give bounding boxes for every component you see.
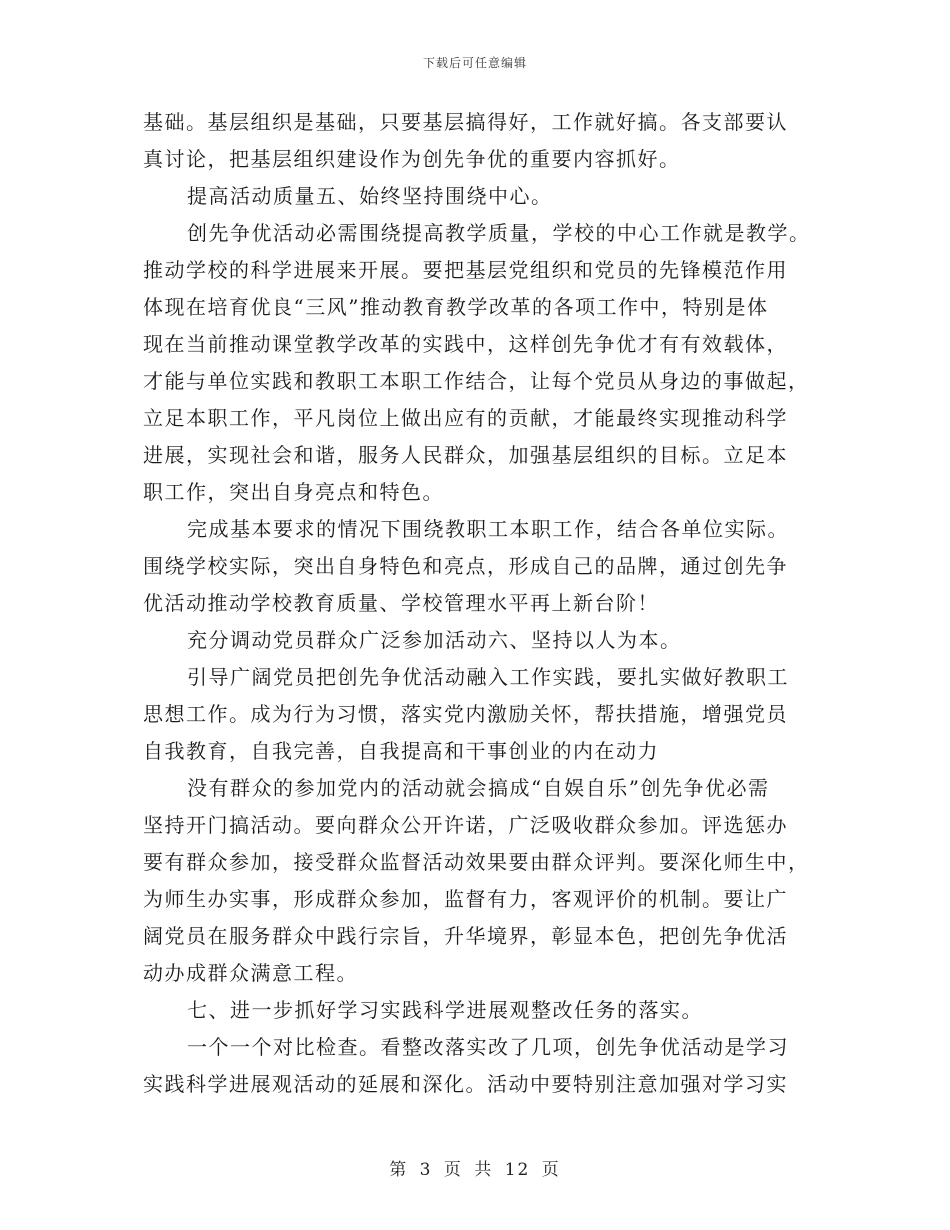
text-line: 体现在培育优良“三风”推动教育教学改革的各项工作中，特别是体: [143, 295, 769, 319]
text-line: 自我教育，自我完善，自我提高和干事创业的内在动力: [143, 739, 659, 763]
text-line: 真讨论，把基层组织建设作为创先争优的重要内容抓好。: [143, 147, 681, 171]
text-line: 引导广阔党员把创先争优活动融入工作实践，要扎实做好教职工: [187, 665, 789, 689]
text-line: 阔党员在服务群众中践行宗旨，升华境界，彰显本色，把创先争优活: [143, 924, 788, 948]
text-line: 动办成群众满意工程。: [143, 961, 358, 985]
text-line: 现在当前推动课堂教学改革的实践中，这样创先争优才有有效载体，: [143, 332, 788, 356]
text-line: 充分调动党员群众广泛参加活动六、坚持以人为本。: [187, 628, 682, 652]
text-line: 一个一个对比检查。看整改落实改了几项，创先争优活动是学习: [187, 1035, 789, 1059]
text-line: 实践科学进展观活动的延展和深化。活动中要特别注意加强对学习实: [143, 1072, 788, 1096]
text-line: 没有群众的参加党内的活动就会搞成“自娱自乐”创先争优必需: [187, 776, 770, 800]
text-line: 思想工作。成为行为习惯，落实党内激励关怀，帮扶措施，增强党员: [143, 702, 788, 726]
text-line: 为师生办实事，形成群众参加，监督有力，客观评价的机制。要让广: [143, 887, 788, 911]
text-line: 围绕学校实际，突出自身特色和亮点，形成自己的品牌，通过创先争: [143, 554, 788, 578]
text-line: 职工作，突出自身亮点和特色。: [143, 480, 444, 504]
text-line: 基础。基层组织是基础，只要基层搞得好，工作就好搞。各支部要认: [143, 110, 788, 134]
text-line: 推动学校的科学进展来开展。要把基层党组织和党员的先锋模范作用: [143, 258, 788, 282]
text-line: 七、进一步抓好学习实践科学进展观整改任务的落实。: [187, 998, 703, 1022]
document-body: [143, 104, 811, 1103]
text-line: 完成基本要求的情况下围绕教职工本职工作，结合各单位实际。: [187, 517, 789, 541]
page-header: 下载后可任意编辑: [422, 56, 527, 70]
text-line: 才能与单位实践和教职工本职工作结合，让每个党员从身边的事做起，: [143, 369, 810, 393]
page-footer: 第 3 页 共 12 页: [389, 1160, 561, 1180]
text-line: 坚持开门搞活动。要向群众公开许诺，广泛吸收群众参加。评选惩办: [143, 813, 788, 837]
text-line: 提高活动质量五、始终坚持围绕中心。: [187, 184, 553, 208]
text-line: 立足本职工作，平凡岗位上做出应有的贡献，才能最终实现推动科学: [143, 406, 788, 430]
text-line: 优活动推动学校教育质量、学校管理水平再上新台阶！: [143, 591, 659, 615]
text-line: 创先争优活动必需围绕提高教学质量，学校的中心工作就是教学。: [187, 221, 811, 245]
text-line: 进展，实现社会和谐，服务人民群众，加强基层组织的目标。立足本: [143, 443, 788, 467]
text-line: 要有群众参加，接受群众监督活动效果要由群众评判。要深化师生中，: [143, 850, 810, 874]
